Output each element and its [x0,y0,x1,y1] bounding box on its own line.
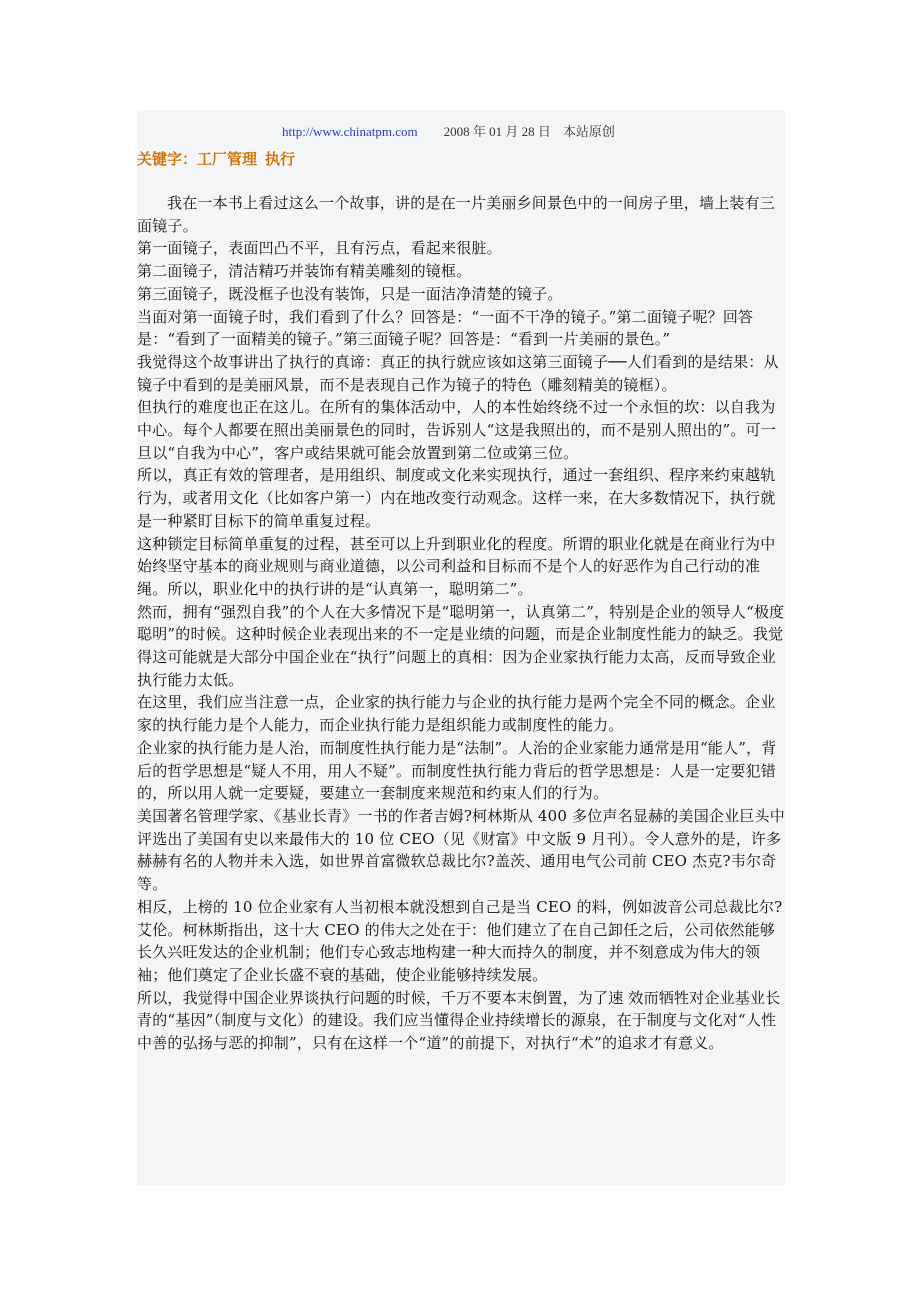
paragraph: 然而，拥有“强烈自我”的个人在大多情况下是“聪明第一，认真第二”，特别是企业的领导人“极度聪明”的时候。这种时候企业表现出来的不一定是业绩的问题，而是企业制度性能力的缺乏。我觉得这可能就是大部分中国企业在“执行”问题上的真相：因为企业家执行能力太高，反而导致企业执行能力太低。 [137,602,785,689]
publish-date: 2008 年 01 月 28 日 [443,124,551,139]
paragraph: 所以，我觉得中国企业界谈执行问题的时候，千万不要本末倒置，为了速 效而牺牲对企业基业长青的“基因”（制度与文化）的建设。我们应当懂得企业持续增长的源泉，在于制度与文化对“人性中善的弘扬与恶的抑制”，只有在这样一个“道”的前提下，对执行“术”的追求才有意义。 [137,988,781,1053]
paragraph: 相反，上榜的 10 位企业家有人当初根本就没想到自己是当 CEO 的料，例如波音公司总裁比尔?艾伦。柯林斯指出，这十大 CEO 的伟大之处在于：他们建立了在自己卸任之后，公司依然能够长久兴旺发达的企业机制；他们专心致志地构建一种大而持久的制度，并不刻意成为伟大的领袖；他们奠定了企业长盛不衰的基础，使企业能够持续发展。 [137,897,783,984]
article-meta [282,112,615,152]
source-label: 本站原创 [562,124,615,139]
paragraph: 企业家的执行能力是人治，而制度性执行能力是“法制”。人治的企业家能力通常是用“能人”，背后的哲学思想是“疑人不用，用人不疑”。而制度性执行能力背后的哲学思想是：人是一定要犯错的，所以用人就一定要疑，要建立一套制度来规范和约束人们的行为。 [137,738,777,803]
paragraph: 第一面镜子，表面凹凸不平，且有污点，看起来很脏。 [137,239,502,258]
article-body [137,192,785,1055]
paragraph: 所以，真正有效的管理者，是用组织、制度或文化来实现执行，通过一套组织、程序来约束越轨行为，或者用文化（比如客户第一）内在地改变行动观念。这样一来，在大多数情况下，执行就是一种紧盯目标下的简单重复过程。 [137,466,776,530]
paragraph: 我觉得这个故事讲出了执行的真谛：真正的执行就应该如这第三面镜子──人们看到的是结果：从镜子中看到的是美丽风景，而不是表现自己作为镜子的特色（雕刻精美的镜框）。 [137,352,779,394]
source-url-link[interactable]: http://www.chinatpm.com [282,124,418,139]
paragraph: 我在一本书上看过这么一个故事，讲的是在一片美丽乡间景色中的一间房子里，墙上装有三面镜子。 [137,194,776,235]
paragraph: 第二面镜子，清洁精巧并装饰有精美雕刻的镜框。 [137,262,472,281]
paragraph: 但执行的难度也正在这儿。在所有的集体活动中，人的本性始终绕不过一个永恒的坎：以自我为中心。每个人都要在照出美丽景色的同时，告诉别人“这是我照出的，而不是别人照出的”。可一旦以“自我为中心”，客户或结果就可能会放置到第二位或第三位。 [137,398,776,462]
keywords-line [137,148,295,169]
keywords-label: 关键字：工厂管理 [137,150,258,168]
paragraph: 这种锁定目标简单重复的过程，甚至可以上升到职业化的程度。所谓的职业化就是在商业行为中始终坚守基本的商业规则与商业道德，以公司利益和目标而不是个人的好恶作为自己行动的准绳。所以，职业化中的执行讲的是“认真第一，聪明第二”。 [137,534,776,598]
paragraph: 当面对第一面镜子时，我们看到了什么？回答是：“一面不干净的镜子。”第二面镜子呢？回答是：“看到了一面精美的镜子。”第三面镜子呢？回答是：“看到一片美丽的景色。” [137,307,754,349]
keyword-tag: 执行 [265,150,296,168]
paragraph: 美国著名管理学家、《基业长青》一书的作者吉姆?柯林斯从 400 多位声名显赫的美国企业巨头中评选出了美国有史以来最伟大的 10 位 CEO（见《财富》中文版 9 月刊）。令人意外的是，许多赫赫有名的人物并未入选，如世界首富微软总裁比尔?盖茨、通用电气公司前 CEO 杰克?韦尔奇等。 [137,806,785,894]
article-page [137,110,785,1185]
paragraph: 第三面镜子，既没框子也没有装饰，只是一面洁净清楚的镜子。 [137,284,563,303]
paragraph: 在这里，我们应当注意一点，企业家的执行能力与企业的执行能力是两个完全不同的概念。企业家的执行能力是个人能力，而企业执行能力是组织能力或制度性的能力。 [137,693,776,735]
